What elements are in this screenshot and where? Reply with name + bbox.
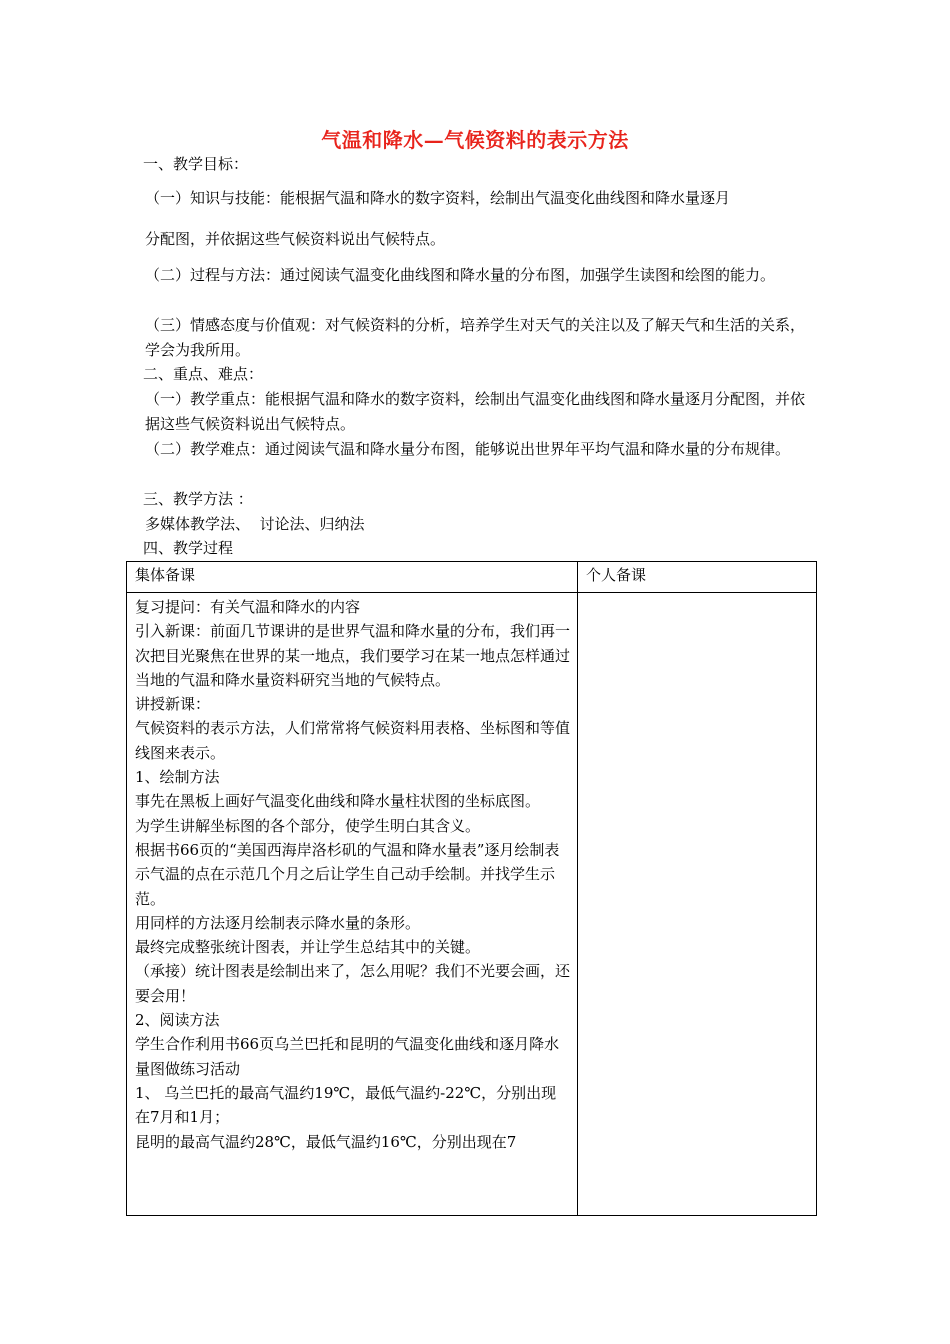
process-line: 复习提问：有关气温和降水的内容 xyxy=(135,598,361,616)
process-line: 为学生讲解坐标图的各个部分，使学生明白其含义。 xyxy=(135,816,481,835)
process-line: 气候资料的表示方法，人们常常将气候资料用表格、坐标图和等值线图来表示。 xyxy=(135,719,571,762)
process-line: 昆明的最高气温约28℃，最低气温约16℃，分别出现在7 xyxy=(135,1132,517,1151)
key-point-focus: （一）教学重点：能根据气温和降水的数字资料，绘制出气温变化曲线图和降水量逐月分配图，并依据这些气候资料说出气候特点。 xyxy=(145,390,806,433)
objective-knowledge-line2: 分配图，并依据这些气候资料说出气候特点。 xyxy=(145,230,446,248)
section-heading-process: 四、教学过程 xyxy=(143,539,234,557)
section-heading-objectives: 一、教学目标： xyxy=(143,155,249,173)
process-line: 引入新课：前面几节课讲的是世界气温和降水量的分布，我们再一次把目光聚焦在世界的某一地点，我们要学习在某一地点怎样通过当地的气温和降水量资料研究当地的气候特点。 xyxy=(135,622,571,689)
personal-prep-cell xyxy=(578,593,817,1216)
objective-knowledge-line1: （一）知识与技能：能根据气温和降水的数字资料，绘制出气温变化曲线图和降水量逐月 xyxy=(145,189,731,207)
key-point-difficulty: （二）教学难点：通过阅读气温和降水量分布图，能够说出世界年平均气温和降水量的分布规律。 xyxy=(145,440,791,458)
process-line: 学生合作利用书66页乌兰巴托和昆明的气温变化曲线和逐月降水量图做练习活动 xyxy=(135,1035,560,1078)
section-heading-methods: 三、教学方法 ： xyxy=(143,490,253,508)
process-line: 1、绘制方法 xyxy=(135,768,220,787)
table-header-collective: 集体备课 xyxy=(127,562,578,593)
table-header-personal: 个人备课 xyxy=(578,562,817,593)
process-line: 1、 乌兰巴托的最高气温约19℃，最低气温约-22℃，分别出现在7月和1月； xyxy=(135,1083,557,1127)
process-line: 2、阅读方法 xyxy=(135,1011,220,1030)
process-line: 用同样的方法逐月绘制表示降水量的条形。 xyxy=(135,913,421,932)
objective-attitude: （三）情感态度与价值观：对气候资料的分析，培养学生对天气的关注以及了解天气和生活的关系，学会为我所用。 xyxy=(145,316,806,359)
process-line: （承接）统计图表是绘制出来了，怎么用呢？我们不光要会画，还要会用！ xyxy=(135,962,571,1005)
teaching-process-table xyxy=(126,561,817,1216)
section-heading-key-points: 二、重点、难点： xyxy=(143,365,264,383)
document-title: 气温和降水—气候资料的表示方法 xyxy=(321,128,629,152)
process-line: 讲授新课： xyxy=(135,695,211,714)
process-line: 事先在黑板上画好气温变化曲线和降水量柱状图的坐标底图。 xyxy=(135,792,541,811)
collective-prep-cell xyxy=(127,593,578,1216)
objective-process: （二）过程与方法：通过阅读气温变化曲线图和降水量的分布图，加强学生读图和绘图的能力。 xyxy=(145,266,776,284)
teaching-methods: 多媒体教学法、 讨论法、归纳法 xyxy=(145,515,365,533)
process-line: 最终完成整张统计图表，并让学生总结其中的关键。 xyxy=(135,938,481,957)
process-line: 根据书66页的“美国西海岸洛杉矶的气温和降水量表”逐月绘制表示气温的点在示范几个月之后让学生自己动手绘制。并找学生示范。 xyxy=(135,840,560,908)
